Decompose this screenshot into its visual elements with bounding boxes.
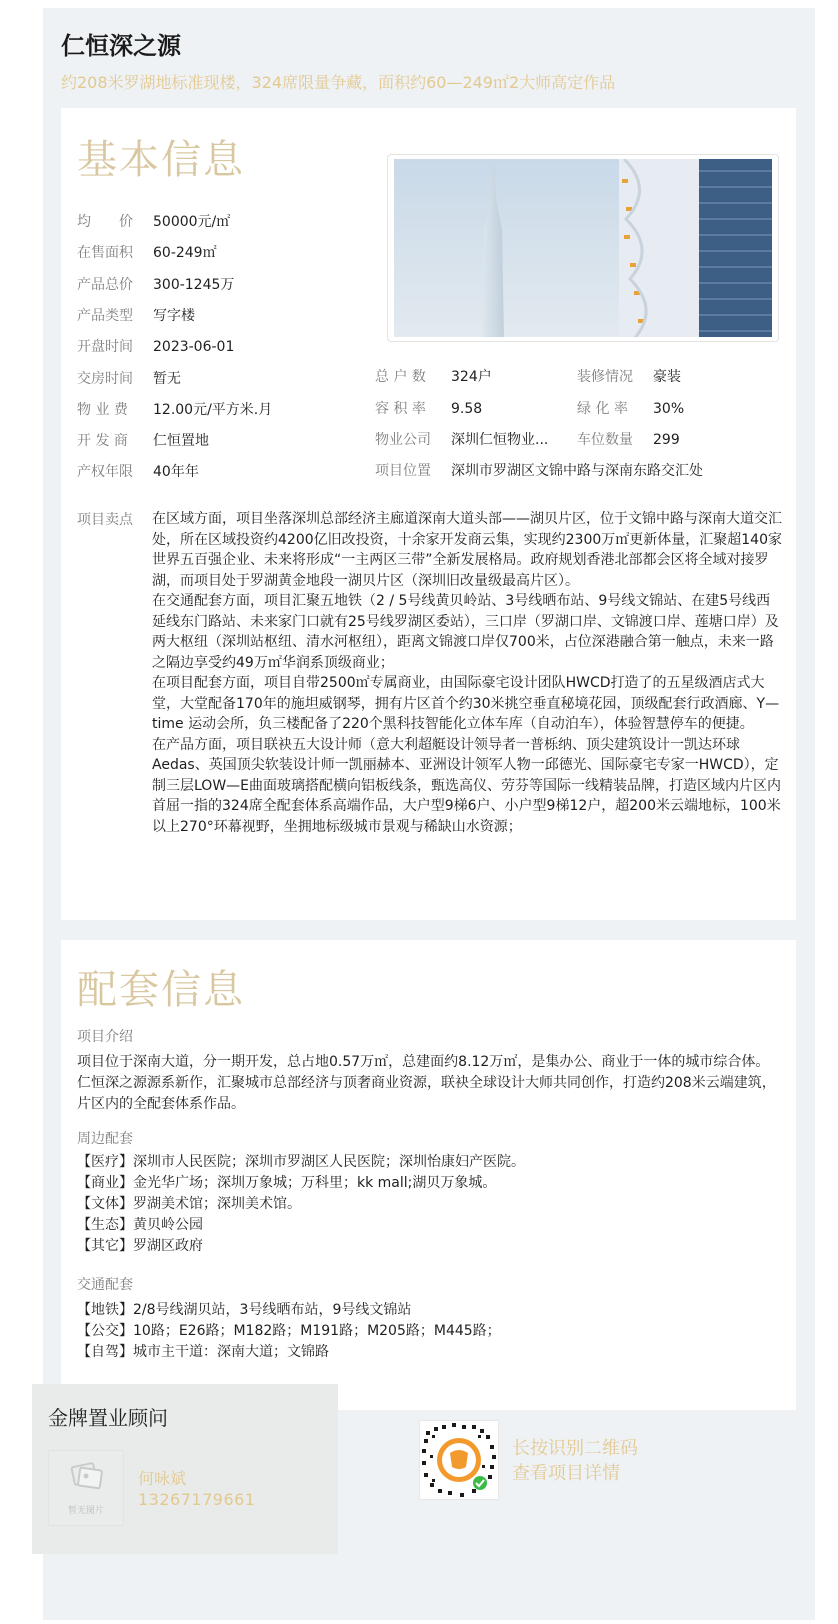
selling-point-region: 在区域方面，项目坐落深圳总部经济主廊道深南大道头部——湖贝片区，位于文锦中路与深南大道交汇处，所在区域投资约4200亿旧改投资，十余家开发商云集，实现约2300万㎡更新体量，汇聚超140家世界五百强企业、未来将形成“一主两区三带”全新发展格局。政府规划香港北部都会区将全域对接罗湖，而项目处于罗湖黄金地段一湖贝片区（深圳旧改量级最高片区）。 [152, 511, 782, 589]
facilities-title: 配套信息 [77, 967, 245, 1013]
info-row-delivery: 交房时间 暂无 [77, 371, 181, 387]
consultant-phone[interactable]: 13267179661 [138, 1490, 256, 1509]
qr-tip-line1: 长按识别二维码 [512, 1438, 638, 1459]
image-placeholder-icon [49, 1451, 125, 1501]
selling-points-label: 项目卖点 [77, 512, 133, 528]
surround-label: 周边配套 [77, 1131, 133, 1147]
facilities-card [61, 940, 796, 1410]
list-item: 【公交】10路；E26路；M182路；M191路；M205路；M445路； [77, 1323, 501, 1339]
info-row-parking: 车位数量 299 [577, 432, 680, 448]
qr-tip-line2: 查看项目详情 [512, 1463, 620, 1484]
list-item: 【商业】金光华广场；深圳万象城；万科里；kk mall;湖贝万象城。 [77, 1175, 497, 1191]
list-item: 【医疗】深圳市人民医院；深圳市罗湖区人民医院；深圳怡康妇产医院。 [77, 1154, 525, 1170]
info-row-households: 总 户 数 324户 [375, 369, 492, 385]
info-row-plot-ratio: 容 积 率 9.58 [375, 401, 483, 417]
project-intro: 项目位于深南大道，分一期开发，总占地0.57万㎡，总建面约8.12万㎡，是集办公、商业于一体的城市综合体。仁恒深之源源系新作，汇聚城市总部经济与顶奢商业资源，联袂全球设计大师共同创作，打造约208米云端建筑，片区内的全配套体系作品。 [77, 1054, 776, 1112]
info-row-property-fee: 物 业 费 12.00元/平方米.月 [77, 402, 273, 418]
info-row-developer: 开 发 商 仁恒置地 [77, 433, 209, 449]
skyscraper-illustration [394, 159, 772, 337]
info-row-green-rate: 绿 化 率 30% [577, 401, 685, 417]
page-container [43, 8, 815, 1620]
page-subtitle: 约208米罗湖地标准现楼，324席限量争藏，面积约60—249㎡2大师高定作品 [61, 73, 616, 92]
info-row-location: 项目位置 深圳市罗湖区文锦中路与深南东路交汇处 [375, 463, 703, 479]
surround-list [77, 1152, 525, 1257]
project-photo[interactable] [387, 154, 779, 342]
qr-code-icon [420, 1421, 498, 1499]
info-row-total-price: 产品总价 300-1245万 [77, 277, 235, 293]
info-row-open-date: 开盘时间 2023-06-01 [77, 339, 235, 355]
page-title: 仁恒深之源 [61, 32, 181, 60]
intro-label: 项目介绍 [77, 1029, 133, 1045]
consultant-title: 金牌置业顾问 [48, 1406, 168, 1430]
info-row-tenure: 产权年限 40年年 [77, 464, 199, 480]
consultant-card[interactable] [32, 1384, 338, 1554]
info-row-property-company: 物业公司 深圳仁恒物业... [375, 432, 549, 448]
info-row-product-type: 产品类型 写字楼 [77, 308, 195, 324]
info-row-sale-area: 在售面积 60-249㎡ [77, 245, 217, 261]
selling-point-facilities: 在项目配套方面，项目自带2500㎡专属商业，由国际豪宅设计团队HWCD打造了的五星级酒店式大堂，大堂配备170年的施坦威钢琴，拥有片区首个约30米挑空垂直秘境花园，顶级配套行政酒廊、Y—time 运动会所，负三楼配备了220个黑科技智能化立体车库（自动泊车），体验智慧停车的便捷。 [152, 675, 780, 732]
qr-tip [512, 1436, 638, 1486]
selling-point-product: 在产品方面，项目联袂五大设计师（意大利超艇设计领导者一普栎纳、顶尖建筑设计一凯达环球Aedas、英国顶尖软装设计师一凯丽赫本、亚洲设计领军人物一邱德光、国际豪宅专家一HWCD），定制三层LOW—E曲面玻璃搭配横向铝板线条，甄选高仪、劳芬等国际一线精装品牌，打造区域内片区内首屈一指的324席全配套体系高端作品，大户型9梯6户、小户型9梯12户，超200米云端地标，100米以上270°环幕视野，坐拥地标级城市景观与稀缺山水资源； [152, 736, 782, 835]
list-item: 【文体】罗湖美术馆；深圳美术馆。 [77, 1196, 301, 1212]
list-item: 【地铁】2/8号线湖贝站，3号线晒布站，9号线文锦站 [77, 1302, 412, 1318]
list-item: 【生态】黄贝岭公园 [77, 1217, 203, 1233]
selling-points [152, 509, 782, 837]
basic-info-title: 基本信息 [77, 137, 245, 183]
info-row-avg-price: 均 价 50000元/㎡ [77, 214, 231, 230]
list-item: 【自驾】城市主干道：深南大道；文锦路 [77, 1344, 329, 1360]
building-image [394, 159, 772, 337]
traffic-label: 交通配套 [77, 1277, 133, 1293]
info-row-decoration: 装修情况 豪装 [577, 369, 681, 385]
consultant-name: 何咏斌 [138, 1469, 187, 1488]
list-item: 【其它】罗湖区政府 [77, 1238, 203, 1254]
avatar [48, 1450, 124, 1526]
selling-point-traffic: 在交通配套方面，项目汇聚五地铁（2 / 5号线黄贝岭站、3号线晒布站、9号线文锦站、在建5号线西延线东门路站、未来家门口就有25号线罗湖区委站），三口岸（罗湖口岸、文锦渡口岸、莲塘口岸）及两大枢纽（深圳站枢纽、清水河枢纽），距离文锦渡口岸仅700米，占位深港融合第一触点，未来一路之隔边享受约49万㎡华润系顶级商业； [152, 593, 779, 671]
traffic-list [77, 1300, 501, 1363]
qr-code[interactable] [419, 1420, 499, 1500]
avatar-caption: 暂无图片 [67, 1506, 104, 1516]
basic-info-card [61, 108, 796, 920]
